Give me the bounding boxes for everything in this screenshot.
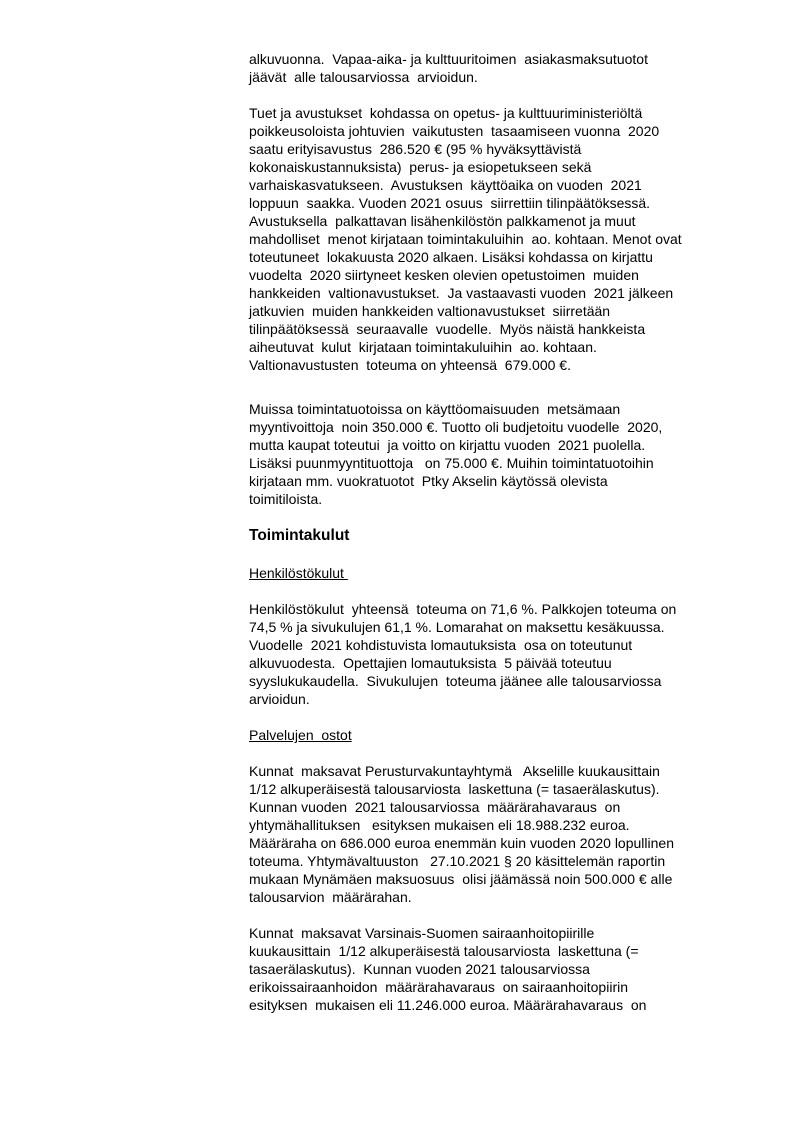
subheading-henkilostokulut bbox=[249, 564, 749, 582]
document-page bbox=[249, 50, 749, 1014]
text-line: Valtionavustusten toteuma on yhteensä 679.000 €. bbox=[249, 357, 571, 373]
paragraph-muut-toimintatuotot bbox=[249, 400, 749, 508]
text-line: mutta kaupat toteutui ja voitto on kirjattu vuoden 2021 puolella. bbox=[249, 437, 646, 453]
text-line: Avustuksella palkattavan lisähenkilöstön palkkamenot ja muut bbox=[249, 213, 636, 229]
text-line: yhtymähallituksen esityksen mukaisen eli 18.988.232 euroa. bbox=[249, 817, 630, 833]
text-line: kokonaiskustannuksista) perus- ja esiopetukseen sekä bbox=[249, 159, 592, 175]
text-line: 1/12 alkuperäisestä talousarviosta laskettuna (= tasaerälaskutus). bbox=[249, 781, 660, 797]
text-line: talousarvion määrärahan. bbox=[249, 889, 412, 905]
paragraph-intro-continuation bbox=[249, 50, 749, 86]
text-line: Määräraha on 686.000 euroa enemmän kuin vuoden 2020 lopullinen bbox=[249, 835, 674, 851]
subheading-palvelujen-ostot bbox=[249, 726, 749, 744]
text-line: jäävät alle talousarviossa arvioidun. bbox=[249, 69, 478, 85]
text-line: kirjataan mm. vuokratuotot Ptky Akselin käytössä olevista bbox=[249, 473, 608, 489]
text-line: Lisäksi puunmyyntituottoja on 75.000 €. Muihin toimintatuotoihin bbox=[249, 455, 654, 471]
text-line: arvioidun. bbox=[249, 691, 310, 707]
text-line: Vuodelle 2021 kohdistuvista lomautuksista osa on toteutunut bbox=[249, 637, 633, 653]
text-line: Henkilöstökulut yhteensä toteuma on 71,6 %. Palkkojen toteuma on bbox=[249, 601, 677, 617]
text-line: mukaan Mynämäen maksuosuus olisi jäämässä noin 500.000 € alle bbox=[249, 871, 673, 887]
text-line: hankkeiden valtionavustukset. Ja vastaavasti vuoden 2021 jälkeen bbox=[249, 285, 674, 301]
text-line: tilinpäätöksessä seuraavalle vuodelle. Myös näistä hankkeista bbox=[249, 321, 646, 337]
text-line: esityksen mukaisen eli 11.246.000 euroa. Määrärahavaraus on bbox=[249, 997, 647, 1013]
section-heading-toimintakulut: Toimintakulut bbox=[249, 527, 350, 544]
text-line: loppuun saakka. Vuoden 2021 osuus siirrettiin tilinpäätöksessä. bbox=[249, 195, 651, 211]
text-line: aiheutuvat kulut kirjataan toimintakuluihin ao. kohtaan. bbox=[249, 339, 597, 355]
text-line: Muissa toimintatuotoissa on käyttöomaisuuden metsämaan bbox=[249, 401, 621, 417]
text-line: alkuvuodesta. Opettajien lomautuksista 5 päivää toteutuu bbox=[249, 655, 612, 671]
paragraph-henkilostokulut bbox=[249, 600, 749, 708]
text-line: varhaiskasvatukseen. Avustuksen käyttöaika on vuoden 2021 bbox=[249, 177, 642, 193]
text-line: toteutuneet lokakuusta 2020 alkaen. Lisäksi kohdassa on kirjattu bbox=[249, 249, 653, 265]
text-line: vuodelta 2020 siirtyneet kesken olevien opetustoimen muiden bbox=[249, 267, 639, 283]
text-line: myyntivoittoja noin 350.000 €. Tuotto oli budjetoitu vuodelle 2020, bbox=[249, 419, 663, 435]
text-line: 74,5 % ja sivukulujen 61,1 %. Lomarahat on maksettu kesäkuussa. bbox=[249, 619, 665, 635]
paragraph-tuet-ja-avustukset bbox=[249, 104, 749, 374]
text-line: saatu erityisavustus 286.520 € (95 % hyväksyttävistä bbox=[249, 141, 582, 157]
subheading-text: Palvelujen ostot bbox=[249, 727, 352, 743]
text-line: syyslukukaudella. Sivukulujen toteuma jäänee alle talousarviossa bbox=[249, 673, 662, 689]
text-line: Kunnat maksavat Perusturvakuntayhtymä Akselille kuukausittain bbox=[249, 763, 660, 779]
paragraph-perusturvakuntayhtyma bbox=[249, 762, 749, 906]
text-line: jatkuvien muiden hankkeiden valtionavustukset siirretään bbox=[249, 303, 611, 319]
text-line: Kunnan vuoden 2021 talousarviossa määrärahavaraus on bbox=[249, 799, 621, 815]
subheading-text: Henkilöstökulut bbox=[249, 565, 348, 581]
text-line: poikkeusoloista johtuvien vaikutusten tasaamiseen vuonna 2020 bbox=[249, 123, 660, 139]
text-line: toimitiloista. bbox=[249, 491, 323, 507]
text-line: mahdolliset menot kirjataan toimintakuluihin ao. kohtaan. Menot ovat bbox=[249, 231, 682, 247]
text-line: alkuvuonna. Vapaa-aika- ja kulttuuritoimen asiakasmaksutuotot bbox=[249, 51, 648, 67]
text-line: kuukausittain 1/12 alkuperäisestä talousarviosta laskettuna (= bbox=[249, 943, 639, 959]
text-line: toteuma. Yhtymävaltuuston 27.10.2021 § 20 käsittelemän raportin bbox=[249, 853, 666, 869]
text-line: Kunnat maksavat Varsinais-Suomen sairaanhoitopiirille bbox=[249, 925, 595, 941]
text-line: tasaerälaskutus). Kunnan vuoden 2021 talousarviossa bbox=[249, 961, 590, 977]
text-line: erikoissairaanhoidon määrärahavaraus on sairaanhoitopiirin bbox=[249, 979, 628, 995]
paragraph-sairaanhoitopiiri bbox=[249, 924, 749, 1014]
text-line: Tuet ja avustukset kohdassa on opetus- ja kulttuuriministeriöltä bbox=[249, 105, 643, 121]
